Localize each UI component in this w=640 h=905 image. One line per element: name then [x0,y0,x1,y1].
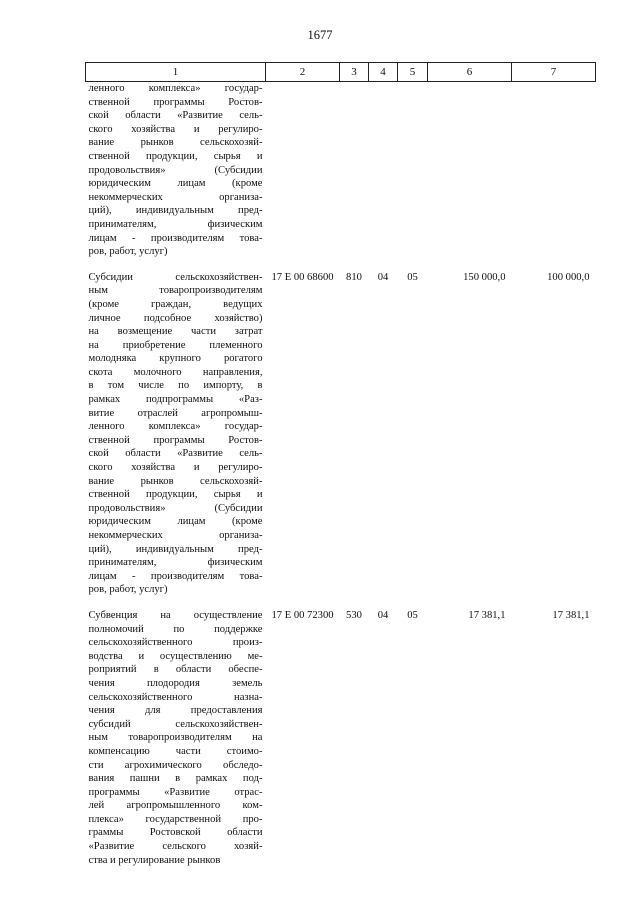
description-line: в том числе по импорту, в [88,380,263,392]
description-line: сельскохозяйственного назна- [88,691,263,703]
description-line: некоммерческих организа- [88,191,263,203]
table-body [86,82,596,868]
column-header-4: 4 [369,63,398,82]
description-line: ным товаропроизводителям на [88,732,263,744]
expense-type-cell: 530 [346,609,362,621]
description-line: вание рынков сельскохозяй- [88,137,263,149]
description-line: ственной программы Ростов- [88,96,263,108]
description-line: чения плодородия земель [88,677,263,689]
column-header-7: 7 [512,63,596,82]
description-cell [86,82,266,259]
amount-1-cell: 17 381,1 [468,609,506,621]
description-line: субсидий сельскохозяйствен- [88,718,263,730]
description-line: принимателям, физическим [88,218,263,230]
table-row [86,597,596,867]
subsection-cell [398,82,428,259]
expense-type-cell: 810 [346,271,362,283]
subsection-cell: 05 [407,609,418,621]
amount-1-cell: 150 000,0 [463,271,506,283]
description-line: вание рынков сельскохозяй- [88,475,263,487]
description-line: скота молочного направления, [88,366,263,378]
description-line: ленного комплекса» государ- [88,421,263,433]
description-line: ственной продукции, сырья и [88,150,263,162]
description-cell [86,259,266,597]
description-line: «Развитие сельского хозяй- [88,841,263,853]
description-line: ленного комплекса» государ- [88,83,263,94]
description-line: ственной программы Ростов- [88,434,263,446]
column-header-6: 6 [428,63,512,82]
description-line: на возмещение части затрат [88,326,263,338]
expense-type-cell [340,82,369,259]
description-line: водства и осуществлению ме- [88,650,263,662]
description-line: Субсидии сельскохозяйствен- [88,271,263,283]
description-line: юридическим лицам (кроме [88,516,263,528]
amount-2-cell [512,82,596,259]
subsection-cell: 05 [407,271,418,283]
description-line: ской области «Развитие сель- [88,448,263,460]
column-header-2: 2 [266,63,340,82]
section-cell [369,82,398,259]
description-line: ства и регулирование рынков [88,854,221,866]
description-line: Субвенция на осуществление [88,609,263,621]
budget-table [85,62,596,867]
description-line: лей агропромышленного ком- [88,800,263,812]
column-header-5: 5 [398,63,428,82]
table-row [86,259,596,597]
description-line: ров, работ, услуг) [88,246,168,258]
description-line: ров, работ, услуг) [88,584,168,596]
table-header [86,63,596,82]
description-line: лицам - производителям това- [88,232,263,244]
description-line: юридическим лицам (кроме [88,178,263,190]
description-line: вания пашни в рамках под- [88,773,263,785]
description-line: программы «Развитие отрас- [88,786,263,798]
description-line: роприятий в области обеспе- [88,664,263,676]
description-line: лицам - производителям това- [88,570,263,582]
description-line: сельскохозяйственного произ- [88,637,263,649]
amount-2-cell: 17 381,1 [552,609,590,621]
description-line: сти агрохимического обследо- [88,759,263,771]
description-line: чения для предоставления [88,705,263,717]
description-line: ской области «Развитие сель- [88,110,263,122]
description-line: полномочий по поддержке [88,623,263,635]
description-line: ского хозяйства и регулиро- [88,462,263,474]
column-header-3: 3 [340,63,369,82]
description-line: ственной продукции, сырья и [88,489,263,501]
description-line: принимателям, физическим [88,557,263,569]
description-line: плекса» государственной про- [88,813,263,825]
column-header-1: 1 [86,63,266,82]
target-article-cell: 17 Е 00 68600 [271,271,334,283]
table-row [86,82,596,259]
page-number: 1677 [307,28,333,42]
description-line: ций), индивидуальным пред- [88,205,263,217]
description-line: ций), индивидуальным пред- [88,543,263,555]
section-cell: 04 [377,609,389,621]
description-line: компенсацию части стоимо- [88,745,263,757]
target-article-cell: 17 Е 00 72300 [271,609,334,621]
description-line: граммы Ростовской области [88,827,263,839]
description-line: личное подсобное хозяйство) [88,312,263,324]
target-article-cell [266,82,340,259]
description-line: продовольствия» (Субсидии [88,502,263,514]
description-line: молодняка крупного рогатого [88,353,263,365]
description-line: ным товаропроизводителям [88,285,263,297]
amount-2-cell: 100 000,0 [547,271,590,283]
description-line: продовольствия» (Субсидии [88,164,263,176]
section-cell: 04 [377,271,389,283]
description-line: на приобретение племенного [88,339,263,351]
description-line: (кроме граждан, ведущих [88,298,263,310]
description-line: витие отраслей агропромыш- [88,407,263,419]
description-line: рамках подпрограммы «Раз- [88,394,263,406]
amount-1-cell [428,82,512,259]
description-line: некоммерческих организа- [88,530,263,541]
description-cell [86,597,266,867]
description-line: ского хозяйства и регулиро- [88,123,263,135]
